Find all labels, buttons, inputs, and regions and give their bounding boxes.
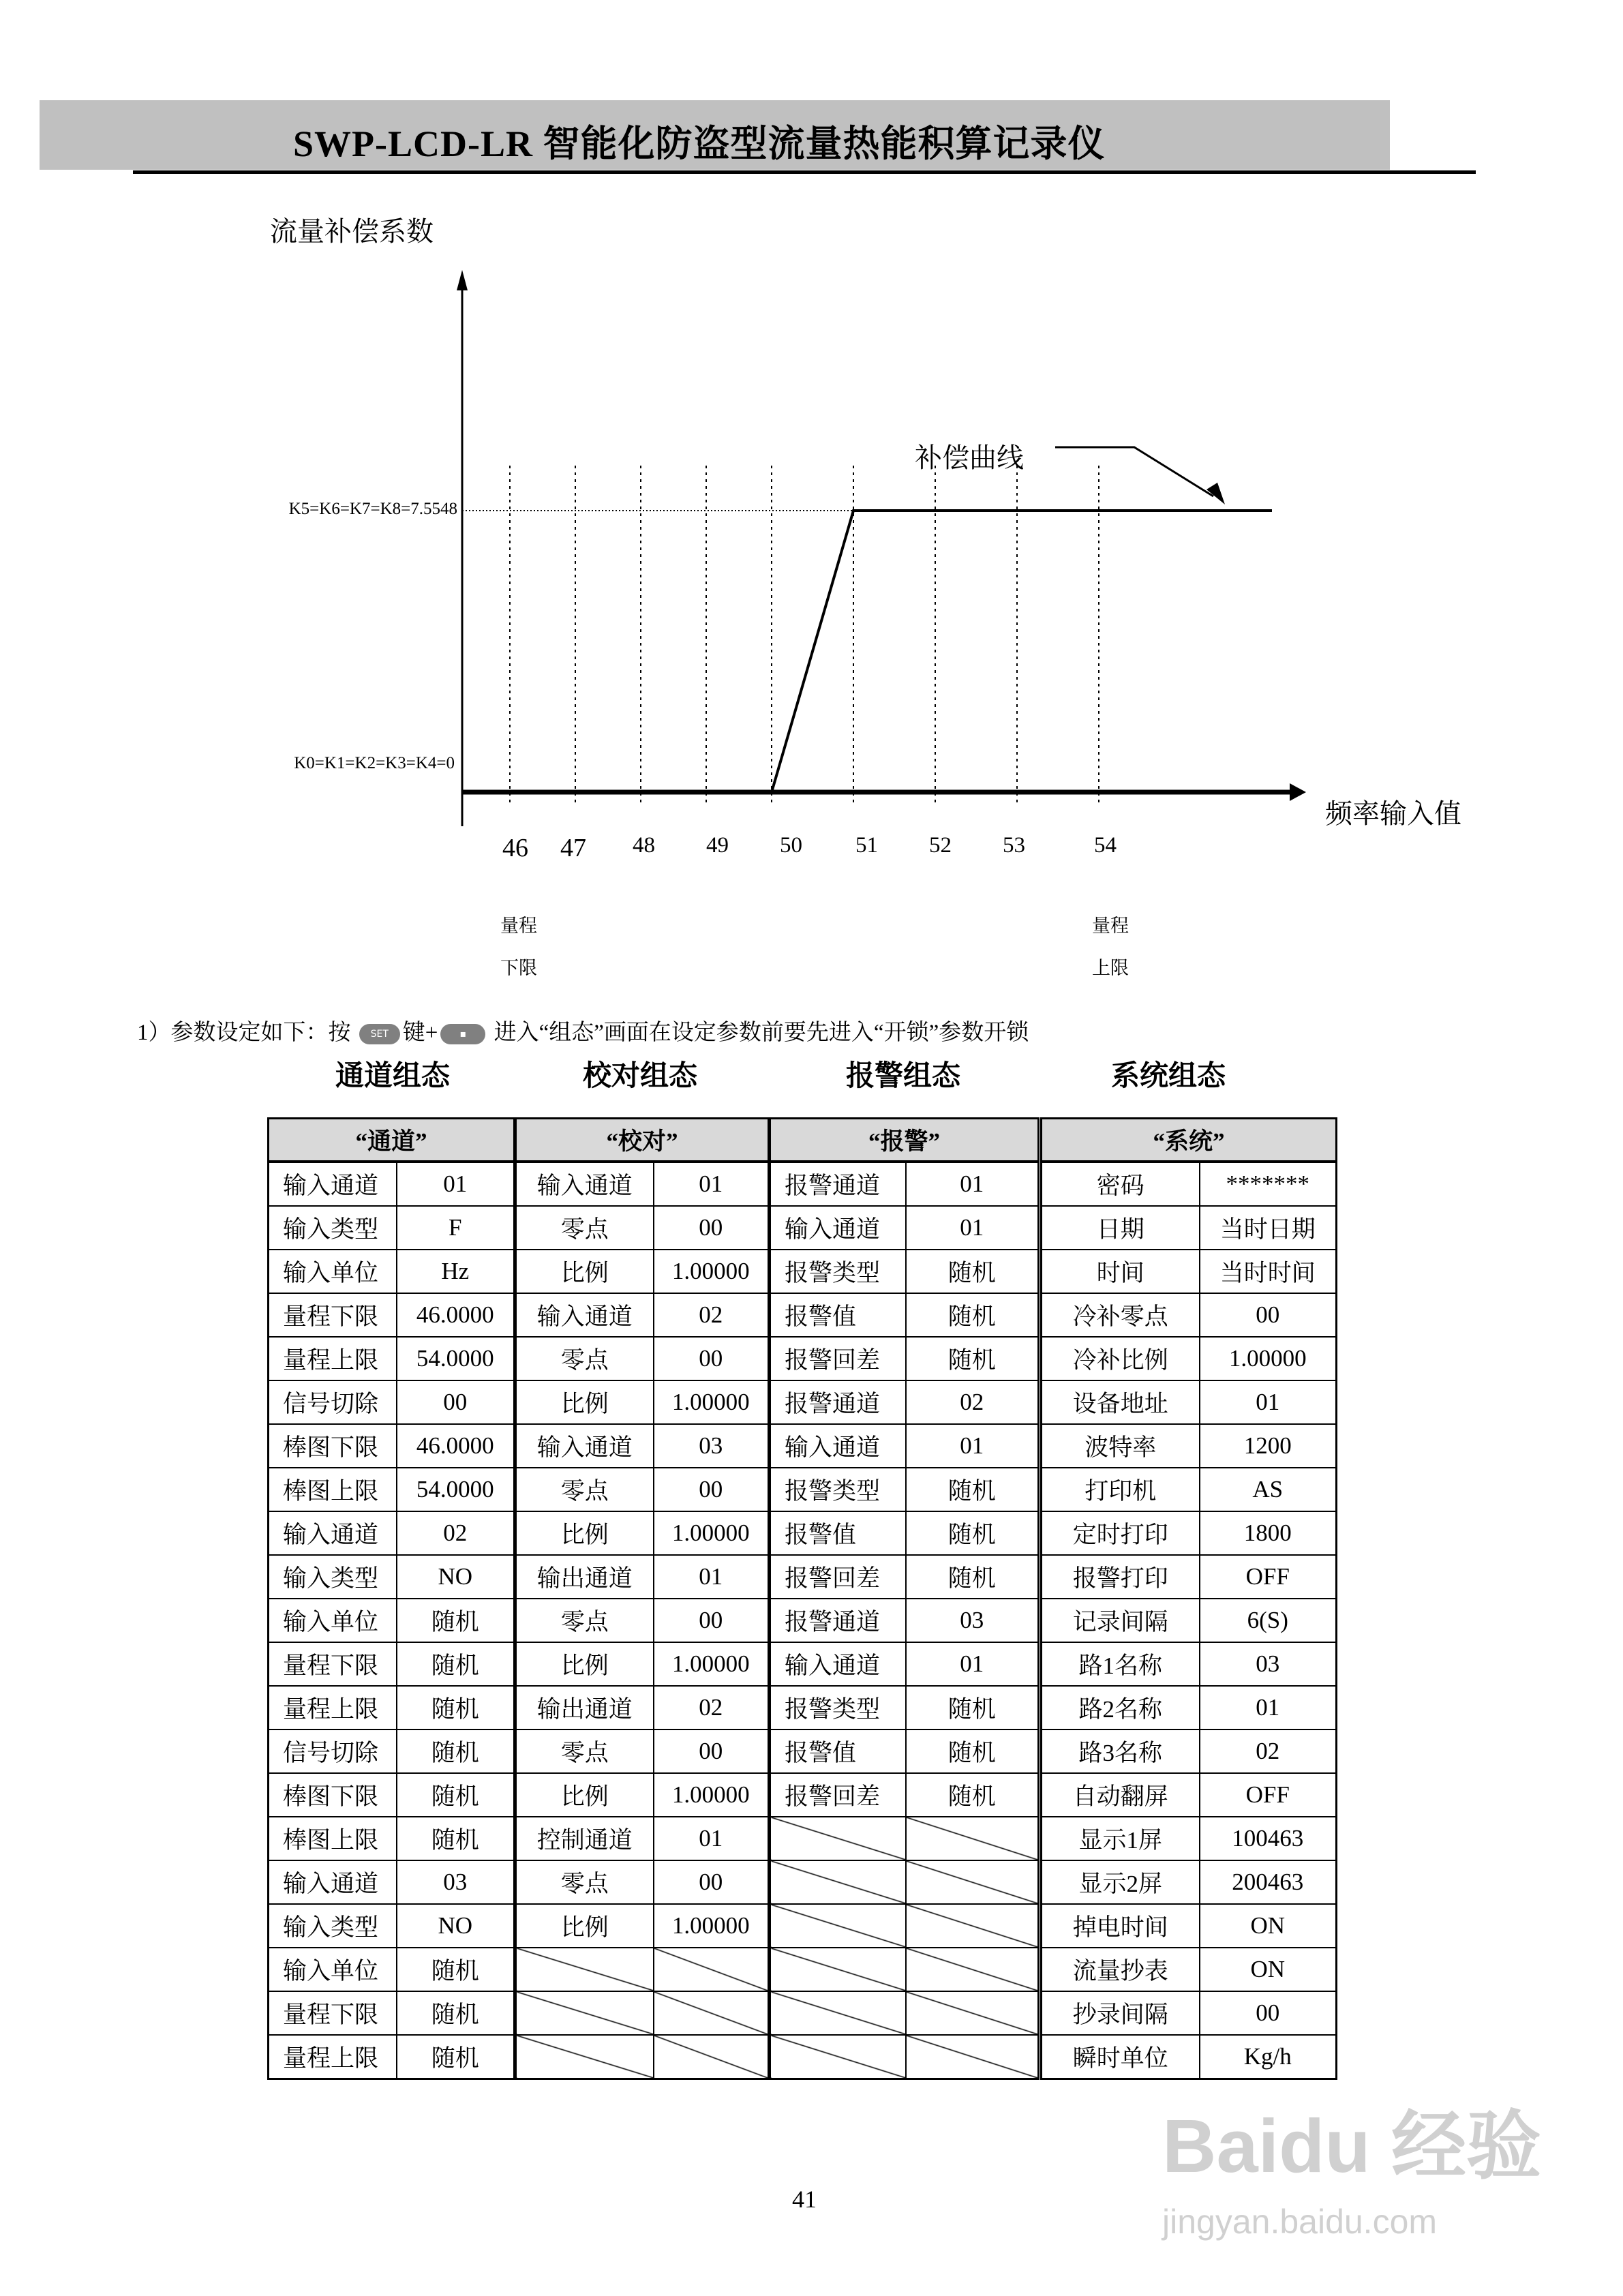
param-value: 随机 [397, 1817, 515, 1860]
table-row [1042, 1206, 1337, 1250]
param-value: 1.00000 [654, 1904, 769, 1948]
param-value: 46.0000 [397, 1293, 515, 1337]
param-value: 当时时间 [1200, 1250, 1337, 1293]
table-row [770, 1642, 1039, 1686]
param-value: 54.0000 [397, 1337, 515, 1380]
param-value: 54.0000 [397, 1468, 515, 1511]
table-row [1042, 1599, 1337, 1642]
table-row [1042, 1904, 1337, 1948]
param-name: 零点 [516, 1206, 654, 1250]
param-name: 输入通道 [269, 1511, 397, 1555]
table-row [1042, 1293, 1337, 1337]
param-name: 报警类型 [770, 1250, 906, 1293]
param-value: Kg/h [1200, 2035, 1337, 2079]
table-row [269, 1773, 515, 1817]
table-row [1042, 2035, 1337, 2079]
compensation-chart [0, 0, 1623, 886]
empty-cell [516, 2035, 654, 2079]
x-tick-label: 47 [560, 834, 586, 862]
param-name: 棒图下限 [269, 1424, 397, 1468]
param-name: 报警值 [770, 1293, 906, 1337]
param-value: 01 [906, 1642, 1039, 1686]
group-title-system: 系统组态 [1110, 1061, 1226, 1092]
x-tick-label: 52 [929, 833, 952, 858]
shift-key-icon: ▪ [440, 1024, 485, 1044]
param-name: 报警类型 [770, 1686, 906, 1729]
param-name: 比例 [516, 1511, 654, 1555]
param-value: 00 [1200, 1991, 1337, 2035]
param-name: 冷补零点 [1042, 1293, 1200, 1337]
param-value: NO [397, 1904, 515, 1948]
param-value: 随机 [397, 1948, 515, 1991]
param-name: 输入通道 [516, 1293, 654, 1337]
param-name: 输入通道 [770, 1424, 906, 1468]
page-title: SWP-LCD-LR 智能化防盗型流量热能积算记录仪 [293, 123, 1106, 164]
set-key-icon: SET [359, 1024, 400, 1044]
table-row [269, 2035, 515, 2079]
param-name: 信号切除 [269, 1380, 397, 1424]
param-name: 报警回差 [770, 1337, 906, 1380]
empty-cell [770, 1904, 906, 1948]
param-name: 信号切除 [269, 1729, 397, 1773]
param-value: 1200 [1200, 1424, 1337, 1468]
x-axis-arrow-icon [1290, 783, 1306, 801]
table-calibration [515, 1117, 770, 2080]
table-row [770, 1380, 1039, 1424]
watermark-logo: Baidu 经验 [1162, 2104, 1542, 2188]
instruction-mid: 键+ [402, 1021, 438, 1045]
param-name: 输入通道 [516, 1424, 654, 1468]
table-header: “通道” [269, 1119, 515, 1162]
param-name: 输入通道 [516, 1162, 654, 1206]
table-row [1042, 1729, 1337, 1773]
table-row [516, 1642, 769, 1686]
x-tick-label: 53 [1003, 833, 1025, 858]
curve-callout-line [1055, 447, 1213, 496]
param-value: 随机 [397, 1729, 515, 1773]
table-row [516, 1293, 769, 1337]
param-value: 03 [654, 1424, 769, 1468]
param-value: 01 [1200, 1686, 1337, 1729]
param-value: 随机 [906, 1773, 1039, 1817]
table-row [1042, 1337, 1337, 1380]
table-row [269, 1380, 515, 1424]
table-row [269, 1729, 515, 1773]
param-name: 零点 [516, 1729, 654, 1773]
table-row [516, 1729, 769, 1773]
compensation-curve [510, 511, 1272, 792]
param-value: 00 [654, 1468, 769, 1511]
table-row [269, 1599, 515, 1642]
param-name: 输入通道 [770, 1206, 906, 1250]
table-row [516, 1424, 769, 1468]
table-row [516, 1555, 769, 1599]
param-value: 01 [654, 1817, 769, 1860]
watermark-url: jingyan.baidu.com [1162, 2203, 1438, 2241]
param-value: 1.00000 [654, 1250, 769, 1293]
param-name: 报警通道 [770, 1162, 906, 1206]
param-value: 03 [906, 1599, 1039, 1642]
param-value: 200463 [1200, 1860, 1337, 1904]
param-value: 02 [906, 1380, 1039, 1424]
table-header: “报警” [770, 1119, 1039, 1162]
table-row [770, 1555, 1039, 1599]
param-value: 02 [654, 1686, 769, 1729]
param-value: 03 [1200, 1642, 1337, 1686]
param-name: 输入类型 [269, 1555, 397, 1599]
param-value: 随机 [397, 1642, 515, 1686]
param-value: OFF [1200, 1773, 1337, 1817]
param-name: 输入通道 [770, 1642, 906, 1686]
param-value: 随机 [906, 1729, 1039, 1773]
param-value: 01 [906, 1424, 1039, 1468]
empty-cell [516, 1991, 654, 2035]
param-value: 6(S) [1200, 1599, 1337, 1642]
table-row [269, 1468, 515, 1511]
table-row [516, 1948, 769, 1991]
param-value: 01 [397, 1162, 515, 1206]
table-row [516, 1904, 769, 1948]
param-value: 1.00000 [654, 1511, 769, 1555]
param-value: 随机 [906, 1337, 1039, 1380]
param-name: 比例 [516, 1773, 654, 1817]
table-row [269, 1555, 515, 1599]
empty-cell [654, 1948, 769, 1991]
param-name: 输入类型 [269, 1206, 397, 1250]
param-name: 输入通道 [269, 1162, 397, 1206]
param-name: 密码 [1042, 1162, 1200, 1206]
table-row [770, 1904, 1039, 1948]
empty-cell [654, 1991, 769, 2035]
param-name: 路2名称 [1042, 1686, 1200, 1729]
table-row [1042, 1773, 1337, 1817]
table-row [516, 1991, 769, 2035]
table-row [1042, 1642, 1337, 1686]
param-value: 01 [1200, 1380, 1337, 1424]
y-axis-arrow-icon [457, 270, 468, 290]
param-name: 日期 [1042, 1206, 1200, 1250]
param-name: 掉电时间 [1042, 1904, 1200, 1948]
empty-cell [906, 1817, 1039, 1860]
table-alarm [769, 1117, 1040, 2080]
param-name: 输入类型 [269, 1904, 397, 1948]
param-name: 棒图上限 [269, 1468, 397, 1511]
param-name: 输入单位 [269, 1948, 397, 1991]
param-name: 输入通道 [269, 1860, 397, 1904]
param-name: 输入单位 [269, 1599, 397, 1642]
table-row [770, 1337, 1039, 1380]
param-name: 瞬时单位 [1042, 2035, 1200, 2079]
table-row [1042, 1162, 1337, 1206]
param-name: 抄录间隔 [1042, 1991, 1200, 2035]
empty-cell [516, 1948, 654, 1991]
table-row [516, 1250, 769, 1293]
table-row [269, 1817, 515, 1860]
param-name: 时间 [1042, 1250, 1200, 1293]
param-value: 随机 [906, 1293, 1039, 1337]
param-name: 打印机 [1042, 1468, 1200, 1511]
table-row [516, 1817, 769, 1860]
param-name: 报警打印 [1042, 1555, 1200, 1599]
instruction-prefix: 1）参数设定如下：按 [137, 1021, 351, 1045]
param-name: 量程下限 [269, 1991, 397, 2035]
table-row [770, 1686, 1039, 1729]
param-name: 报警通道 [770, 1380, 906, 1424]
param-value: 02 [397, 1511, 515, 1555]
table-row [770, 1162, 1039, 1206]
table-row [770, 1293, 1039, 1337]
param-name: 报警通道 [770, 1599, 906, 1642]
empty-cell [906, 1991, 1039, 2035]
empty-cell [906, 1860, 1039, 1904]
empty-cell [770, 1948, 906, 1991]
param-value: 01 [654, 1555, 769, 1599]
empty-cell [770, 1860, 906, 1904]
param-value: 随机 [906, 1468, 1039, 1511]
param-value: 00 [654, 1860, 769, 1904]
table-row [770, 1729, 1039, 1773]
x-tick-label: 49 [706, 833, 729, 858]
param-value: 随机 [397, 1599, 515, 1642]
param-name: 报警值 [770, 1729, 906, 1773]
table-row [269, 1337, 515, 1380]
table-row [269, 1206, 515, 1250]
k-low-label: K0=K1=K2=K3=K4=0 [294, 754, 455, 772]
table-row [770, 1599, 1039, 1642]
param-name: 比例 [516, 1904, 654, 1948]
param-value: 00 [397, 1380, 515, 1424]
table-row [516, 1686, 769, 1729]
param-name: 量程上限 [269, 1337, 397, 1380]
param-name: 比例 [516, 1642, 654, 1686]
table-row [269, 1642, 515, 1686]
param-value: 1.00000 [654, 1380, 769, 1424]
empty-cell [654, 2035, 769, 2079]
x-tick-label: 46 [502, 834, 528, 862]
param-name: 定时打印 [1042, 1511, 1200, 1555]
param-name: 显示1屏 [1042, 1817, 1200, 1860]
table-row [269, 1904, 515, 1948]
k-high-label: K5=K6=K7=K8=7.5548 [288, 500, 457, 518]
table-row [770, 1773, 1039, 1817]
param-value: 00 [1200, 1293, 1337, 1337]
table-row [770, 1817, 1039, 1860]
param-value: 1.00000 [654, 1773, 769, 1817]
table-row [269, 1162, 515, 1206]
param-value: 随机 [397, 1686, 515, 1729]
param-name: 零点 [516, 1599, 654, 1642]
param-value: 02 [1200, 1729, 1337, 1773]
range-high-label-2: 上限 [1092, 958, 1129, 978]
table-row [1042, 1380, 1337, 1424]
group-title-alarm: 报警组态 [845, 1061, 961, 1092]
x-tick-label: 48 [633, 833, 655, 858]
param-name: 输入单位 [269, 1250, 397, 1293]
table-system [1040, 1117, 1337, 2080]
table-row [770, 1991, 1039, 2035]
table-row [1042, 1991, 1337, 2035]
param-value: 03 [397, 1860, 515, 1904]
table-row [516, 1380, 769, 1424]
table-row [516, 2035, 769, 2079]
table-row [1042, 1860, 1337, 1904]
table-row [516, 1162, 769, 1206]
table-row [770, 2035, 1039, 2079]
param-name: 输出通道 [516, 1555, 654, 1599]
param-name: 路3名称 [1042, 1729, 1200, 1773]
param-value: NO [397, 1555, 515, 1599]
param-value: 02 [654, 1293, 769, 1337]
range-low-label-2: 下限 [500, 958, 537, 978]
table-row [1042, 1686, 1337, 1729]
table-row [1042, 1424, 1337, 1468]
param-value: 00 [654, 1729, 769, 1773]
param-value: 01 [906, 1206, 1039, 1250]
param-value: 00 [654, 1206, 769, 1250]
x-tick-label: 54 [1094, 833, 1117, 858]
table-row [516, 1511, 769, 1555]
param-value: 随机 [397, 1773, 515, 1817]
instruction-suffix: 进入“组态”画面在设定参数前要先进入“开锁”参数开锁 [494, 1021, 1029, 1045]
group-title-channel: 通道组态 [335, 1061, 451, 1092]
param-name: 量程上限 [269, 1686, 397, 1729]
param-name: 报警值 [770, 1511, 906, 1555]
param-value: 随机 [906, 1250, 1039, 1293]
chart-y-label: 流量补偿系数 [270, 216, 434, 247]
table-row [269, 1293, 515, 1337]
instruction-line [137, 1014, 1029, 1046]
param-name: 零点 [516, 1468, 654, 1511]
param-value: ******* [1200, 1162, 1337, 1206]
table-row [269, 1948, 515, 1991]
table-row [770, 1206, 1039, 1250]
param-name: 量程上限 [269, 2035, 397, 2079]
param-value: 01 [654, 1162, 769, 1206]
table-row [269, 1686, 515, 1729]
param-value: 1.00000 [1200, 1337, 1337, 1380]
param-name: 设备地址 [1042, 1380, 1200, 1424]
param-name: 零点 [516, 1337, 654, 1380]
table-row [269, 1860, 515, 1904]
param-value: ON [1200, 1904, 1337, 1948]
table-row [269, 1991, 515, 2035]
param-name: 显示2屏 [1042, 1860, 1200, 1904]
range-low-label-1: 量程 [500, 916, 537, 936]
param-name: 零点 [516, 1860, 654, 1904]
param-name: 比例 [516, 1250, 654, 1293]
table-row [770, 1511, 1039, 1555]
empty-cell [906, 1904, 1039, 1948]
param-value: Hz [397, 1250, 515, 1293]
table-channel [267, 1117, 515, 2080]
param-value: 01 [906, 1162, 1039, 1206]
param-name: 报警回差 [770, 1773, 906, 1817]
table-row [1042, 1511, 1337, 1555]
param-name: 棒图上限 [269, 1817, 397, 1860]
table-row [516, 1468, 769, 1511]
page-number: 41 [792, 2186, 817, 2213]
param-value: 1800 [1200, 1511, 1337, 1555]
param-value: OFF [1200, 1555, 1337, 1599]
table-header: “校对” [516, 1119, 769, 1162]
param-value: F [397, 1206, 515, 1250]
param-value: 当时日期 [1200, 1206, 1337, 1250]
param-value: 00 [654, 1337, 769, 1380]
empty-cell [770, 2035, 906, 2079]
param-name: 流量抄表 [1042, 1948, 1200, 1991]
table-row [770, 1424, 1039, 1468]
empty-cell [770, 1991, 906, 2035]
param-value: 100463 [1200, 1817, 1337, 1860]
param-name: 比例 [516, 1380, 654, 1424]
param-name: 输出通道 [516, 1686, 654, 1729]
table-row [269, 1511, 515, 1555]
x-tick-label: 50 [780, 833, 802, 858]
table-row [269, 1424, 515, 1468]
param-value: 46.0000 [397, 1424, 515, 1468]
chart-x-label: 频率输入值 [1325, 798, 1461, 829]
range-high-label-1: 量程 [1092, 916, 1129, 936]
param-name: 控制通道 [516, 1817, 654, 1860]
table-row [1042, 1817, 1337, 1860]
table-row [1042, 1948, 1337, 1991]
param-name: 路1名称 [1042, 1642, 1200, 1686]
table-header: “系统” [1042, 1119, 1337, 1162]
table-row [770, 1948, 1039, 1991]
table-row [516, 1773, 769, 1817]
param-value: 随机 [906, 1686, 1039, 1729]
param-value: AS [1200, 1468, 1337, 1511]
table-row [516, 1337, 769, 1380]
param-value: 随机 [906, 1555, 1039, 1599]
table-row [516, 1599, 769, 1642]
table-row [770, 1250, 1039, 1293]
param-name: 自动翻屏 [1042, 1773, 1200, 1817]
table-row [269, 1250, 515, 1293]
param-name: 波特率 [1042, 1424, 1200, 1468]
group-title-calibration: 校对组态 [582, 1061, 698, 1092]
empty-cell [770, 1817, 906, 1860]
table-row [1042, 1555, 1337, 1599]
x-tick-label: 51 [855, 833, 878, 858]
empty-cell [906, 2035, 1039, 2079]
param-name: 量程下限 [269, 1293, 397, 1337]
param-name: 量程下限 [269, 1642, 397, 1686]
empty-cell [906, 1948, 1039, 1991]
param-value: 00 [654, 1599, 769, 1642]
table-row [1042, 1468, 1337, 1511]
param-value: 随机 [906, 1511, 1039, 1555]
param-value: 随机 [397, 1991, 515, 2035]
param-name: 报警回差 [770, 1555, 906, 1599]
param-name: 报警类型 [770, 1468, 906, 1511]
param-name: 记录间隔 [1042, 1599, 1200, 1642]
param-name: 冷补比例 [1042, 1337, 1200, 1380]
param-name: 棒图下限 [269, 1773, 397, 1817]
table-row [770, 1468, 1039, 1511]
table-row [770, 1860, 1039, 1904]
table-row [516, 1206, 769, 1250]
param-value: 1.00000 [654, 1642, 769, 1686]
param-value: ON [1200, 1948, 1337, 1991]
curve-label: 补偿曲线 [915, 442, 1024, 473]
table-row [516, 1860, 769, 1904]
table-row [1042, 1250, 1337, 1293]
param-value: 随机 [397, 2035, 515, 2079]
